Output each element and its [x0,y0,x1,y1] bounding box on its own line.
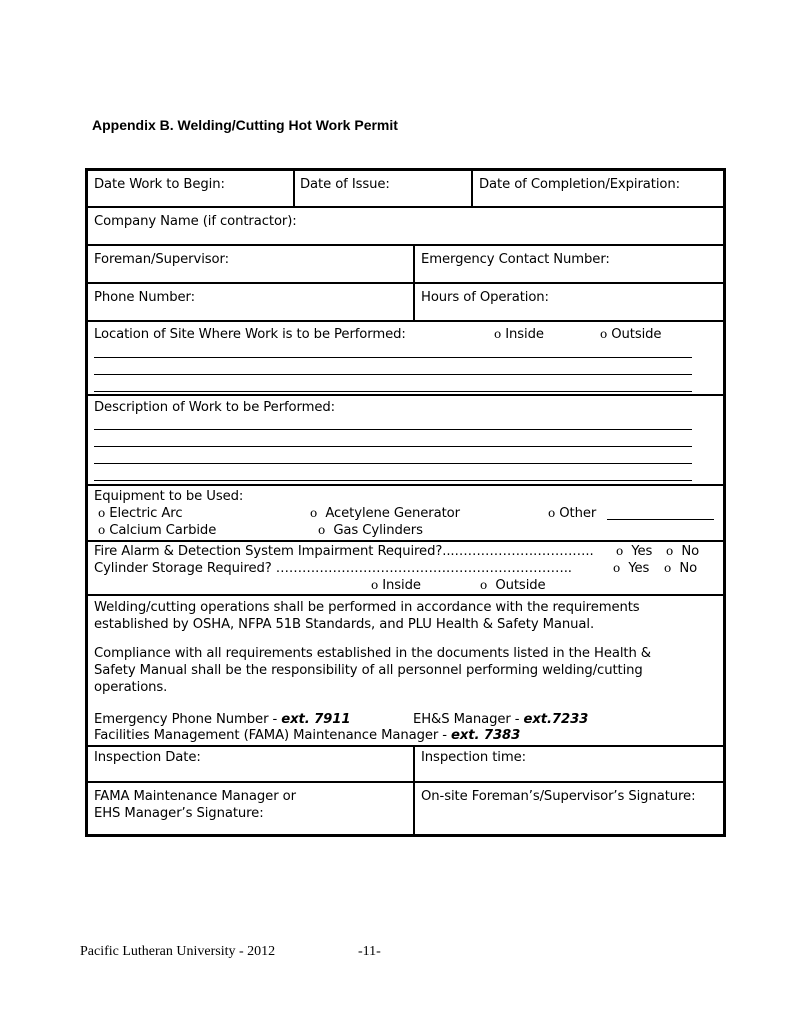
row-divider [88,745,723,747]
company-name-label: Company Name (if contractor): [94,214,297,229]
location-outside-option[interactable] [600,326,661,343]
requirements-text: Welding/cutting operations shall be performed in accordance with the requirements [94,600,640,615]
checkbox-icon: o [548,506,556,520]
calcium-carbide-option[interactable] [98,522,216,539]
ehs-manager-label: EH&S Manager - [413,712,524,727]
fire-alarm-label: Fire Alarm & Detection System Impairment Required?...………………………….. [94,544,594,559]
row-divider [88,206,723,208]
outside-label: Outside [611,327,662,342]
checkbox-icon: o [98,506,106,520]
gas-cylinders-label: Gas Cylinders [333,523,423,538]
date-completion-label: Date of Completion/Expiration: [479,177,680,192]
checkbox-icon: o [664,561,672,575]
write-in-line[interactable] [94,463,692,464]
emergency-ext: ext. 7911 [281,712,351,727]
page-title: Appendix B. Welding/Cutting Hot Work Permit [92,117,398,133]
location-label: Location of Site Where Work is to be Performed: [94,327,406,342]
yes-label: Yes [628,561,650,576]
hours-label: Hours of Operation: [421,290,549,305]
write-in-line[interactable] [94,357,692,358]
acetylene-option[interactable] [310,505,460,522]
fama-line [94,727,520,744]
col-divider [413,245,415,321]
row-divider [88,594,723,596]
electric-arc-label: Electric Arc [109,506,183,521]
col-divider [293,171,295,207]
checkbox-icon: o [310,506,318,520]
checkbox-icon: o [613,561,621,575]
row-divider [88,320,723,322]
fama-label: Facilities Management (FAMA) Maintenance Manager - [94,728,452,743]
inside-label: Inside [505,327,544,342]
inspection-time-label: Inspection time: [421,750,526,765]
emergency-contact-label: Emergency Contact Number: [421,252,610,267]
equipment-label: Equipment to be Used: [94,489,244,504]
cylinder-outside-option[interactable] [480,577,546,594]
fama-ext: ext. 7383 [451,728,521,743]
fama-signature-label: EHS Manager’s Signature: [94,806,264,821]
col-divider [413,746,415,837]
fire-alarm-yes-option[interactable] [616,543,652,560]
phone-label: Phone Number: [94,290,195,305]
emergency-phone-line [94,711,350,728]
ehs-ext: ext.7233 [523,712,589,727]
row-divider [88,484,723,486]
gas-cylinders-option[interactable] [318,522,423,539]
yes-label: Yes [631,544,653,559]
checkbox-icon: o [616,544,624,558]
ehs-manager-line [413,711,588,728]
cylinder-storage-label: Cylinder Storage Required? ………………………………………………………….. [94,561,572,576]
checkbox-icon: o [494,327,502,341]
row-divider [88,394,723,396]
compliance-text: operations. [94,680,168,695]
checkbox-icon: o [98,523,106,537]
emergency-phone-label: Emergency Phone Number - [94,712,282,727]
requirements-text: established by OSHA, NFPA 51B Standards, and PLU Health & Safety Manual. [94,617,595,632]
calcium-label: Calcium Carbide [109,523,217,538]
other-write-in-line[interactable] [607,519,714,520]
cylinder-no-option[interactable] [664,560,697,577]
compliance-text: Safety Manual shall be the responsibility of all personnel performing welding/cutting [94,663,643,678]
acetylene-label: Acetylene Generator [325,506,460,521]
no-label: No [679,561,698,576]
write-in-line[interactable] [94,429,692,430]
date-work-begin-label: Date Work to Begin: [94,177,225,192]
onsite-signature-label: On-site Foreman’s/Supervisor’s Signature: [421,789,696,804]
location-inside-option[interactable] [494,326,544,343]
outside-label: Outside [495,578,546,593]
other-label: Other [559,506,597,521]
fire-alarm-no-option[interactable] [666,543,699,560]
row-divider [88,540,723,542]
write-in-line[interactable] [94,480,692,481]
row-divider [88,282,723,284]
checkbox-icon: o [600,327,608,341]
checkbox-icon: o [371,578,379,592]
footer-university: Pacific Lutheran University - 2012 [80,944,276,959]
col-divider [471,171,473,207]
write-in-line[interactable] [94,391,692,392]
other-option[interactable] [548,505,596,522]
page-number: -11- [358,944,381,959]
cylinder-yes-option[interactable] [613,560,649,577]
compliance-text: Compliance with all requirements established in the documents listed in the Health & [94,646,651,661]
cylinder-inside-option[interactable] [371,577,421,594]
checkbox-icon: o [318,523,326,537]
row-divider [88,781,723,783]
row-divider [88,244,723,246]
foreman-label: Foreman/Supervisor: [94,252,229,267]
checkbox-icon: o [480,578,488,592]
permit-form [85,168,726,837]
write-in-line[interactable] [94,446,692,447]
electric-arc-option[interactable] [98,505,182,522]
inspection-date-label: Inspection Date: [94,750,201,765]
checkbox-icon: o [666,544,674,558]
fama-signature-label: FAMA Maintenance Manager or [94,789,296,804]
inside-label: Inside [382,578,421,593]
date-issue-label: Date of Issue: [300,177,390,192]
no-label: No [681,544,700,559]
write-in-line[interactable] [94,374,692,375]
description-label: Description of Work to be Performed: [94,400,335,415]
